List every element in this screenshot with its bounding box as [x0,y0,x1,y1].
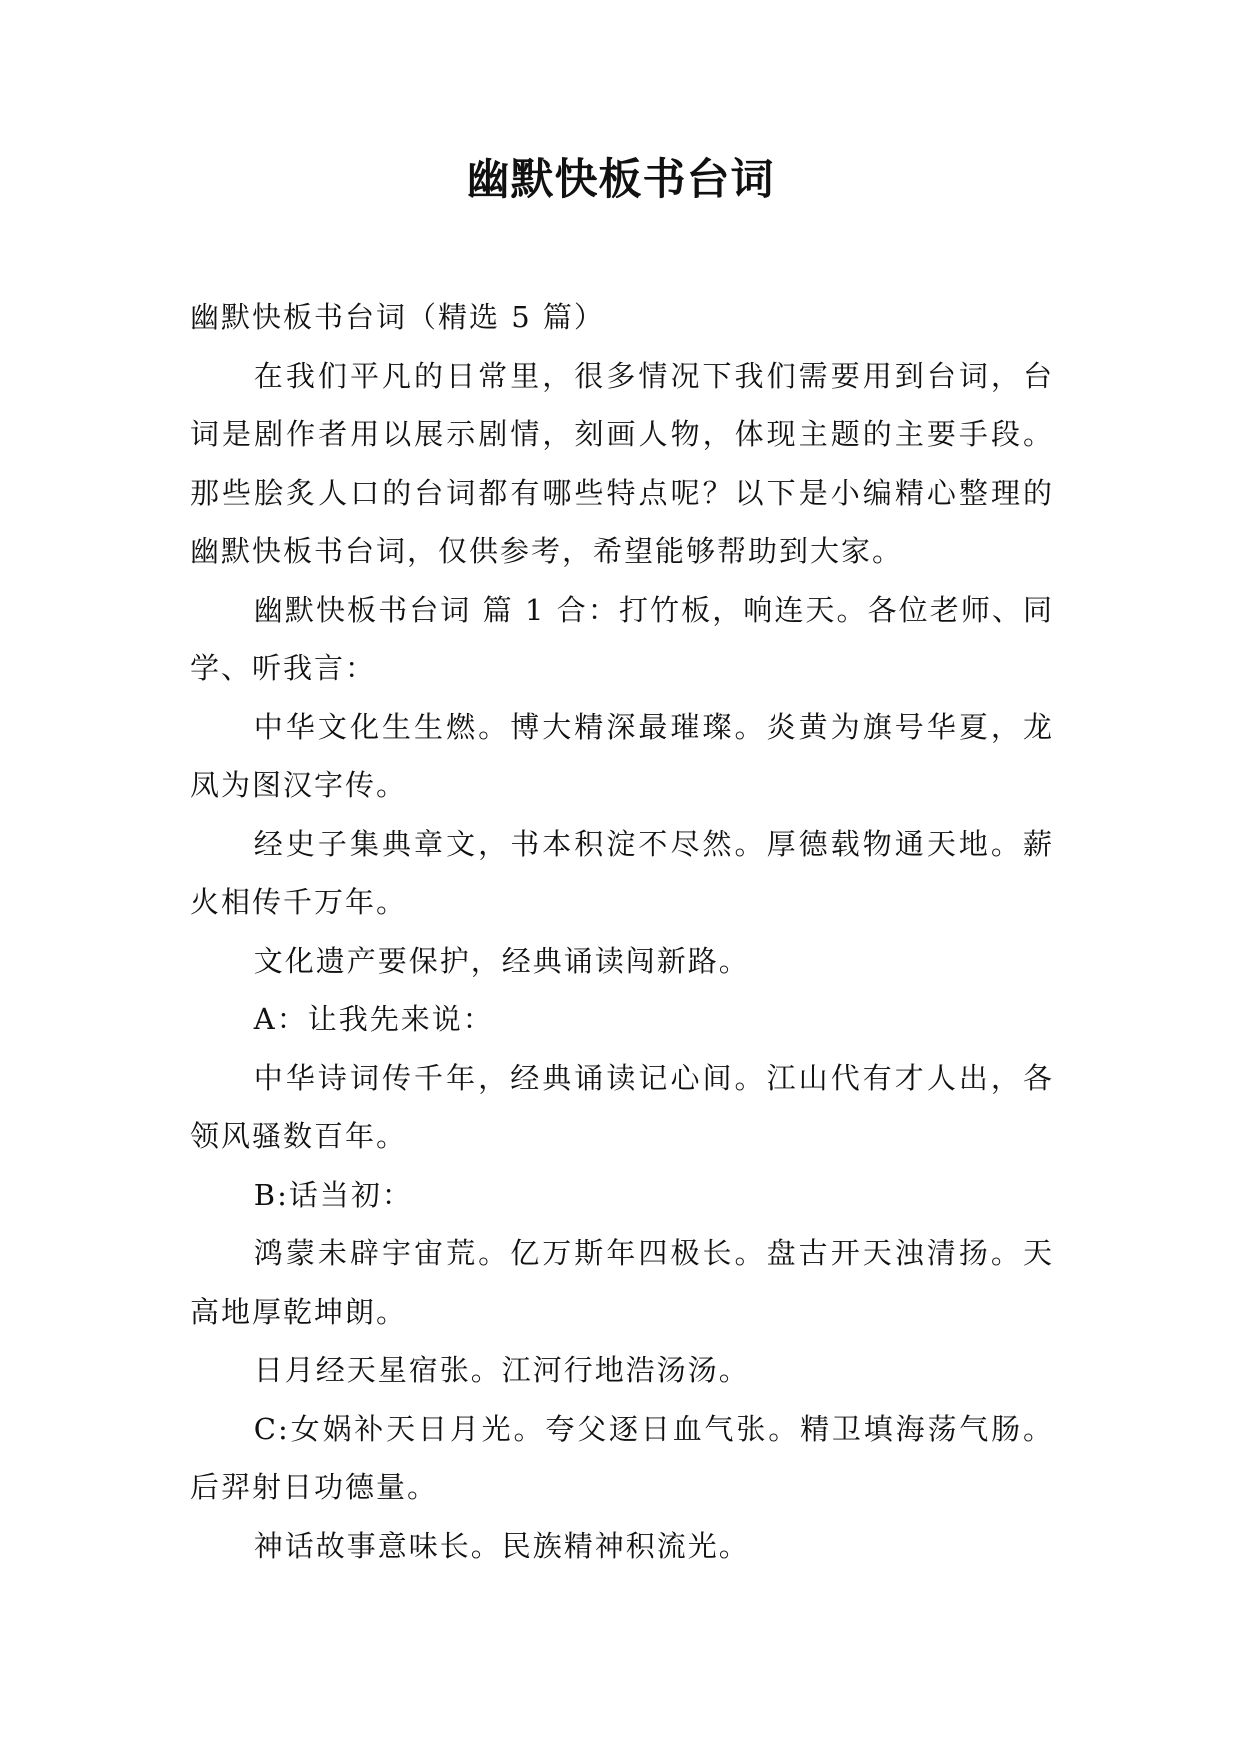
intro-paragraph: 在我们平凡的日常里，很多情况下我们需要用到台词，台词是剧作者用以展示剧情，刻画人物，体现主题的主要手段。那些脍炙人口的台词都有哪些特点呢？以下是小编精心整理的幽默快板书台词，仅供参考，希望能够帮助到大家。 [190,358,1054,568]
body-paragraph: 神话故事意味长。民族精神积流光。 [253,1528,750,1563]
section-heading-paragraph: 幽默快板书台词 篇 1 合：打竹板，响连天。各位老师、同学、听我言： [190,592,1054,685]
body-paragraph: 鸿蒙未辟宇宙荒。亿万斯年四极长。盘古开天浊清扬。天高地厚乾坤朗。 [190,1236,1054,1329]
body-paragraph: 经史子集典章文，书本积淀不尽然。厚德载物通天地。薪火相传千万年。 [190,826,1054,919]
speaker-a-line: A：让我先来说： [253,1002,494,1036]
body-paragraph: 中华诗词传千年，经典诵读记心间。江山代有才人出，各领风骚数百年。 [190,1060,1054,1153]
body-paragraph: 文化遗产要保护，经典诵读闯新路。 [253,943,750,978]
document-body [190,288,1054,1575]
speaker-c-line: C:女娲补天日月光。夸父逐日血气张。精卫填海荡气肠。后羿射日功德量。 [190,1411,1054,1504]
speaker-b-line: B:话当初： [253,1177,413,1212]
document-title: 幽默快板书台词 [466,155,775,205]
document-subtitle: 幽默快板书台词（精选 5 篇） [190,300,605,334]
body-paragraph: 中华文化生生燃。博大精深最璀璨。炎黄为旗号华夏，龙凤为图汉字传。 [190,709,1054,802]
body-paragraph: 日月经天星宿张。江河行地浩汤汤。 [253,1353,750,1387]
